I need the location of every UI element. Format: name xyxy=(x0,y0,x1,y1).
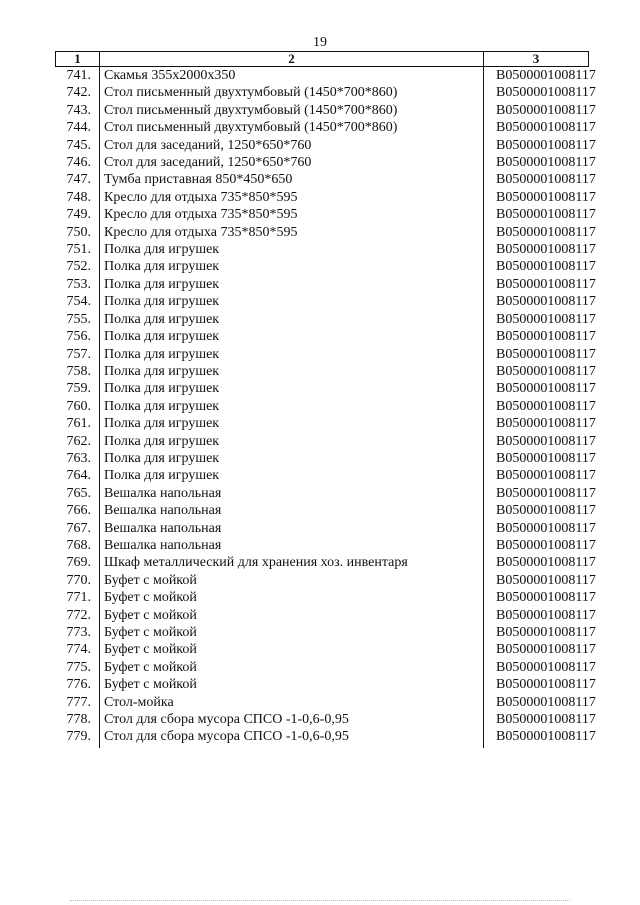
item-code: B0500001008117 xyxy=(484,659,589,676)
row-number: 762. xyxy=(66,433,91,449)
row-number: 750. xyxy=(66,224,91,240)
row-number: 770. xyxy=(66,572,91,588)
table-row xyxy=(56,154,589,171)
item-code: B0500001008117 xyxy=(484,450,589,467)
item-code: B0500001008117 xyxy=(484,171,589,188)
table-row xyxy=(56,467,589,484)
item-name: Полка для игрушек xyxy=(100,276,484,293)
item-name: Буфет с мойкой xyxy=(100,641,484,658)
table-row xyxy=(56,206,589,223)
row-number: 760. xyxy=(66,398,91,414)
table-row xyxy=(56,119,589,136)
row-number: 759. xyxy=(66,381,91,397)
table-row xyxy=(56,102,589,119)
column-header-1: 1 xyxy=(56,52,100,67)
item-code: B0500001008117 xyxy=(484,258,589,275)
table-header-row xyxy=(56,52,589,67)
table-row xyxy=(56,189,589,206)
table-row xyxy=(56,659,589,676)
item-code: B0500001008117 xyxy=(484,119,589,136)
item-code: B0500001008117 xyxy=(484,189,589,206)
row-number: 774. xyxy=(66,642,91,658)
table-row xyxy=(56,554,589,571)
row-number: 776. xyxy=(66,677,91,693)
row-number: 742. xyxy=(66,85,91,101)
item-code: B0500001008117 xyxy=(484,293,589,310)
item-code: B0500001008117 xyxy=(484,363,589,380)
table-row xyxy=(56,607,589,624)
table-row xyxy=(56,624,589,641)
item-name: Вешалка напольная xyxy=(100,537,484,554)
bottom-dotted-rule xyxy=(70,900,570,901)
item-name: Полка для игрушек xyxy=(100,346,484,363)
item-name: Шкаф металлический для хранения хоз. инвентаря xyxy=(100,554,484,571)
item-name: Вешалка напольная xyxy=(100,485,484,502)
item-name: Полка для игрушек xyxy=(100,363,484,380)
row-number: 765. xyxy=(66,485,91,501)
item-code: B0500001008117 xyxy=(484,398,589,415)
item-name: Буфет с мойкой xyxy=(100,572,484,589)
item-code: B0500001008117 xyxy=(484,607,589,624)
item-code: B0500001008117 xyxy=(484,67,589,85)
table-row xyxy=(56,328,589,345)
item-name: Буфет с мойкой xyxy=(100,659,484,676)
row-number: 764. xyxy=(66,468,91,484)
row-number: 771. xyxy=(66,590,91,606)
table-row xyxy=(56,520,589,537)
table-row xyxy=(56,728,589,747)
table-row xyxy=(56,346,589,363)
item-code: B0500001008117 xyxy=(484,728,589,747)
item-code: B0500001008117 xyxy=(484,328,589,345)
table-row xyxy=(56,311,589,328)
item-code: B0500001008117 xyxy=(484,84,589,101)
item-code: B0500001008117 xyxy=(484,102,589,119)
item-name: Стол для заседаний, 1250*650*760 xyxy=(100,154,484,171)
item-code: B0500001008117 xyxy=(484,467,589,484)
item-code: B0500001008117 xyxy=(484,520,589,537)
item-name: Полка для игрушек xyxy=(100,467,484,484)
item-name: Полка для игрушек xyxy=(100,328,484,345)
item-name: Полка для игрушек xyxy=(100,311,484,328)
row-number: 778. xyxy=(66,712,91,728)
table-row xyxy=(56,641,589,658)
row-number: 751. xyxy=(66,242,91,258)
item-code: B0500001008117 xyxy=(484,589,589,606)
item-name: Вешалка напольная xyxy=(100,502,484,519)
row-number: 769. xyxy=(66,555,91,571)
row-number: 763. xyxy=(66,450,91,466)
item-name: Полка для игрушек xyxy=(100,258,484,275)
item-name: Кресло для отдыха 735*850*595 xyxy=(100,189,484,206)
table-row xyxy=(56,84,589,101)
item-name: Полка для игрушек xyxy=(100,380,484,397)
row-number: 748. xyxy=(66,189,91,205)
row-number: 772. xyxy=(66,607,91,623)
table-row xyxy=(56,137,589,154)
table-row xyxy=(56,276,589,293)
row-number: 761. xyxy=(66,416,91,432)
table-row xyxy=(56,398,589,415)
row-number: 753. xyxy=(66,276,91,292)
item-name: Стол письменный двухтумбовый (1450*700*860) xyxy=(100,84,484,101)
item-name: Стол для сбора мусора СПСО -1-0,6-0,95 xyxy=(100,728,484,747)
item-name: Тумба приставная 850*450*650 xyxy=(100,171,484,188)
item-name: Кресло для отдыха 735*850*595 xyxy=(100,206,484,223)
row-number: 747. xyxy=(66,172,91,188)
item-code: B0500001008117 xyxy=(484,502,589,519)
item-name: Полка для игрушек xyxy=(100,293,484,310)
item-code: B0500001008117 xyxy=(484,311,589,328)
item-name: Полка для игрушек xyxy=(100,433,484,450)
table-row xyxy=(56,694,589,711)
table-row xyxy=(56,485,589,502)
table-row xyxy=(56,589,589,606)
item-name: Полка для игрушек xyxy=(100,415,484,432)
table-row xyxy=(56,224,589,241)
table-row xyxy=(56,67,589,85)
item-name: Вешалка напольная xyxy=(100,520,484,537)
row-number: 773. xyxy=(66,625,91,640)
item-code: B0500001008117 xyxy=(484,224,589,241)
inventory-table xyxy=(55,51,596,748)
item-code: B0500001008117 xyxy=(484,694,589,711)
row-number: 745. xyxy=(66,137,91,153)
row-number: 758. xyxy=(66,363,91,379)
item-code: B0500001008117 xyxy=(484,624,589,641)
item-code: B0500001008117 xyxy=(484,572,589,589)
table-row xyxy=(56,502,589,519)
row-number: 755. xyxy=(66,311,91,327)
item-name: Стол для сбора мусора СПСО -1-0,6-0,95 xyxy=(100,711,484,728)
table-header xyxy=(56,52,589,67)
row-number: 746. xyxy=(66,155,91,171)
item-code: B0500001008117 xyxy=(484,380,589,397)
item-code: B0500001008117 xyxy=(484,346,589,363)
item-name: Полка для игрушек xyxy=(100,241,484,258)
item-name: Скамья 355х2000х350 xyxy=(100,67,484,85)
item-name: Стол-мойка xyxy=(100,694,484,711)
table-row xyxy=(56,380,589,397)
item-code: B0500001008117 xyxy=(484,137,589,154)
table-body xyxy=(56,67,596,748)
row-number: 768. xyxy=(66,537,91,553)
item-name: Стол письменный двухтумбовый (1450*700*860) xyxy=(100,119,484,136)
row-number: 743. xyxy=(66,102,91,118)
row-number: 777. xyxy=(66,694,91,710)
row-number: 754. xyxy=(66,294,91,310)
item-code: B0500001008117 xyxy=(484,415,589,432)
table-row xyxy=(56,711,589,728)
table-row xyxy=(56,363,589,380)
row-number: 766. xyxy=(66,503,91,519)
row-number: 767. xyxy=(66,520,91,536)
item-code: B0500001008117 xyxy=(484,206,589,223)
row-number: 741. xyxy=(66,68,91,83)
table-row xyxy=(56,572,589,589)
item-name: Буфет с мойкой xyxy=(100,607,484,624)
item-code: B0500001008117 xyxy=(484,433,589,450)
item-code: B0500001008117 xyxy=(484,641,589,658)
row-number: 756. xyxy=(66,329,91,345)
table-row xyxy=(56,415,589,432)
row-number: 779. xyxy=(66,729,91,745)
item-name: Стол для заседаний, 1250*650*760 xyxy=(100,137,484,154)
page-number: 19 xyxy=(313,35,327,50)
table-row xyxy=(56,433,589,450)
table-row xyxy=(56,241,589,258)
item-name: Буфет с мойкой xyxy=(100,676,484,693)
item-code: B0500001008117 xyxy=(484,154,589,171)
item-code: B0500001008117 xyxy=(484,241,589,258)
row-number: 757. xyxy=(66,346,91,362)
column-header-2: 2 xyxy=(100,52,484,67)
item-name: Полка для игрушек xyxy=(100,450,484,467)
item-code: B0500001008117 xyxy=(484,537,589,554)
item-name: Полка для игрушек xyxy=(100,398,484,415)
table-row xyxy=(56,293,589,310)
table-row xyxy=(56,171,589,188)
row-number: 744. xyxy=(66,120,91,136)
table-row xyxy=(56,450,589,467)
row-number: 775. xyxy=(66,659,91,675)
column-header-3: 3 xyxy=(484,52,589,67)
item-code: B0500001008117 xyxy=(484,554,589,571)
row-number: 749. xyxy=(66,207,91,223)
item-code: B0500001008117 xyxy=(484,276,589,293)
table-row xyxy=(56,258,589,275)
item-code: B0500001008117 xyxy=(484,676,589,693)
item-name: Стол письменный двухтумбовый (1450*700*860) xyxy=(100,102,484,119)
item-code: B0500001008117 xyxy=(484,485,589,502)
item-name: Буфет с мойкой xyxy=(100,624,484,641)
table-row xyxy=(56,537,589,554)
row-number: 752. xyxy=(66,259,91,275)
item-name: Буфет с мойкой xyxy=(100,589,484,606)
item-code: B0500001008117 xyxy=(484,711,589,728)
item-name: Кресло для отдыха 735*850*595 xyxy=(100,224,484,241)
table-row xyxy=(56,676,589,693)
